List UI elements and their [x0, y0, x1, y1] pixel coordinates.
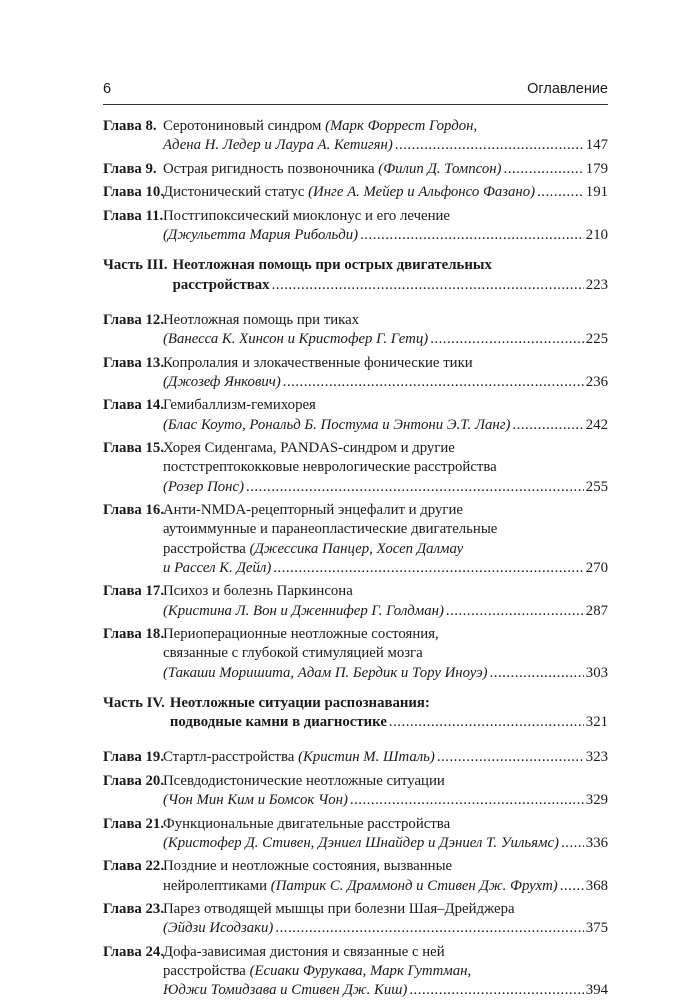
authors-text: (Патрик С. Драммонд и Стивен Дж. Фрухт) — [270, 877, 558, 894]
entry-text — [163, 602, 444, 621]
entry-text — [163, 919, 273, 938]
authors-text: (Чон Мин Ким и Бомсок Чон) — [163, 792, 348, 808]
entry-label: Глава 22. — [103, 858, 165, 875]
entry-line — [163, 311, 608, 330]
entry-label: Глава 14. — [103, 397, 165, 414]
toc-chapter-entry[interactable] — [103, 207, 608, 245]
page-ref: 191 — [585, 184, 608, 201]
entry-body — [170, 694, 608, 732]
entry-label: Часть III. — [103, 257, 168, 274]
dot-leader — [537, 183, 584, 202]
title-text: расстройства — [163, 963, 250, 980]
title-text: Парез отводящей мышцы при болезни Шая–Дрейджера — [163, 901, 515, 918]
authors-text: (Розер Понс) — [163, 478, 244, 495]
dot-leader — [446, 602, 584, 621]
entry-text — [163, 160, 502, 179]
title-text: Функциональные двигательные расстройства — [163, 815, 451, 832]
entry-text — [163, 373, 281, 392]
authors-text: (Есиаки Фурукава, Марк Гуттман, — [249, 963, 472, 980]
entry-line — [163, 207, 608, 226]
page-ref: 255 — [585, 478, 608, 495]
entry-line — [163, 520, 608, 539]
entry-line — [163, 815, 608, 834]
entry-last-line — [163, 226, 608, 245]
title-text: Серотониновый синдром — [163, 118, 326, 134]
title-text: Постгипоксический миоклонус и его лечение — [163, 207, 450, 224]
entry-body — [173, 256, 608, 294]
entry-text — [163, 136, 393, 155]
toc-chapter-entry[interactable] — [103, 117, 608, 155]
toc-chapter-entry[interactable] — [103, 772, 608, 810]
entry-label: Глава 11. — [103, 207, 164, 224]
title-text: Неотложная помощь при тиках — [163, 311, 360, 328]
authors-text: (Кристофер Д. Стивен, Дэниел Шнайдер и Дэниел Т. Уильямс) — [163, 834, 559, 851]
page-ref: 223 — [585, 276, 608, 293]
authors-text: (Эйдзи Исодзаки) — [163, 920, 274, 937]
entry-label: Глава 16. — [103, 502, 165, 519]
title-text: подводные камни в диагностике — [169, 714, 387, 730]
entry-body — [163, 748, 608, 767]
authors-text: (Марк Форрест Гордон, — [325, 118, 478, 134]
entry-last-line — [163, 416, 608, 435]
entry-label: Глава 19. — [103, 749, 165, 766]
dot-leader — [272, 276, 584, 295]
dot-leader — [560, 877, 584, 896]
entry-label: Часть IV. — [103, 694, 165, 711]
toc-chapter-entry[interactable] — [103, 396, 608, 434]
page-ref: 210 — [585, 227, 608, 244]
entry-line — [170, 694, 608, 713]
entry-label: Глава 9. — [103, 160, 157, 177]
title-text: Анти-NMDA-рецепторный энцефалит и другие — [163, 502, 463, 519]
entry-line — [163, 117, 608, 136]
entry-text — [163, 416, 510, 435]
entry-text — [163, 478, 244, 497]
entry-last-line — [163, 160, 608, 179]
entry-last-line — [163, 478, 608, 497]
entry-line — [163, 900, 608, 919]
dot-leader — [504, 160, 584, 179]
authors-text: Адена Н. Ледер и Лаура А. Кетигян) — [163, 137, 393, 154]
authors-text: (Джессика Панцер, Хосеп Далмау — [249, 540, 464, 557]
title-text: Дистонический статус — [163, 184, 309, 201]
entry-body — [163, 625, 608, 683]
page-ref: 323 — [585, 749, 608, 766]
page-ref: 329 — [585, 792, 608, 808]
page-ref: 179 — [585, 160, 608, 177]
dot-leader — [389, 713, 584, 732]
toc-chapter-entry[interactable] — [103, 857, 608, 895]
entry-line — [163, 962, 608, 981]
dot-leader — [275, 919, 583, 938]
toc-chapter-entry[interactable] — [103, 183, 608, 202]
title-text: Хорея Сиденгама, PANDAS-синдром и другие — [163, 440, 455, 457]
entry-line — [163, 582, 608, 601]
entry-last-line — [163, 183, 608, 202]
entry-line — [163, 857, 608, 876]
entry-last-line — [163, 559, 608, 578]
dot-leader — [350, 791, 584, 810]
entry-text — [163, 877, 558, 896]
toc-part-entry[interactable] — [103, 694, 608, 732]
entry-text — [163, 330, 428, 349]
toc-chapter-entry[interactable] — [103, 748, 608, 767]
entry-body — [163, 857, 608, 895]
entry-label: Глава 10. — [103, 184, 165, 201]
entry-last-line — [163, 330, 608, 349]
title-text: расстройствах — [172, 276, 270, 293]
dot-leader — [273, 559, 584, 578]
toc-chapter-entry[interactable] — [103, 943, 608, 1001]
table-of-contents — [103, 117, 608, 1005]
title-text: Гемибаллизм-гемихорея — [163, 397, 316, 414]
entry-body — [163, 117, 608, 155]
title-text: связанные с глубокой стимуляцией мозга — [163, 645, 423, 662]
entry-line — [163, 625, 608, 644]
section-title: Оглавление — [527, 81, 608, 97]
title-text: Дофа-зависимая дистония и связанные с ней — [163, 943, 445, 960]
entry-last-line — [163, 877, 608, 896]
page-ref: 336 — [585, 834, 608, 851]
title-text: Периоперационные неотложные состояния, — [163, 626, 439, 643]
entry-text — [170, 713, 387, 732]
page-ref: 242 — [585, 416, 608, 433]
title-text: Неотложные ситуации распознавания: — [169, 694, 430, 711]
entry-label: Глава 12. — [103, 311, 165, 328]
dot-leader — [430, 330, 584, 349]
authors-text: (Филип Д. Томпсон) — [378, 160, 502, 177]
entry-body — [163, 582, 608, 620]
entry-line — [163, 943, 608, 962]
dot-leader — [512, 416, 583, 435]
toc-chapter-entry[interactable] — [103, 354, 608, 392]
page-ref: 375 — [585, 920, 608, 937]
authors-text: (Кристина Л. Вон и Дженнифер Г. Голдман) — [163, 602, 444, 619]
entry-text — [163, 226, 358, 245]
entry-label: Глава 24. — [103, 943, 165, 960]
page-ref: 236 — [585, 373, 608, 390]
title-text: аутоиммунные и паранеопластические двигательные — [163, 521, 498, 538]
entry-body — [163, 943, 608, 1001]
entry-body — [163, 207, 608, 245]
entry-label: Глава 21. — [103, 815, 165, 832]
dot-leader — [246, 478, 584, 497]
toc-chapter-entry[interactable] — [103, 501, 608, 578]
toc-chapter-entry[interactable] — [103, 160, 608, 179]
entry-body — [163, 160, 608, 179]
entry-last-line — [163, 748, 608, 767]
dot-leader — [360, 226, 584, 245]
page-ref: 287 — [585, 602, 608, 619]
page-ref: 321 — [585, 714, 608, 730]
title-text: Острая ригидность позвоночника — [163, 160, 379, 177]
authors-text: (Блас Коуто, Рональд Б. Постума и Энтони Э.Т. Ланг) — [163, 416, 511, 433]
authors-text: и Рассел К. Дейл) — [163, 559, 272, 576]
authors-text: (Джульетта Мария Рибольди) — [163, 227, 359, 244]
entry-body — [163, 396, 608, 434]
title-text: нейролептиками — [163, 877, 271, 894]
page-ref: 270 — [585, 559, 608, 576]
entry-label: Глава 20. — [103, 772, 165, 789]
entry-text — [163, 748, 435, 767]
entry-body — [163, 772, 608, 810]
entry-body — [163, 501, 608, 578]
entry-line — [163, 772, 608, 791]
dot-leader — [409, 981, 583, 1000]
dot-leader — [561, 834, 584, 853]
authors-text: (Инге А. Мейер и Альфонсо Фазано) — [308, 184, 536, 201]
running-header — [103, 78, 608, 105]
entry-line — [163, 644, 608, 663]
entry-label: Глава 18. — [103, 626, 165, 643]
title-text: расстройства — [163, 540, 250, 557]
page-ref: 225 — [585, 331, 608, 347]
entry-text — [163, 981, 407, 1000]
title-text: Неотложная помощь при острых двигательных — [172, 257, 492, 274]
toc-chapter-entry[interactable] — [103, 625, 608, 683]
page-ref: 394 — [585, 982, 608, 999]
entry-text — [163, 791, 348, 810]
dot-leader — [395, 136, 584, 155]
entry-body — [163, 311, 608, 349]
entry-line — [173, 256, 608, 275]
entry-last-line — [163, 664, 608, 683]
entry-text — [163, 183, 535, 202]
entry-line — [163, 439, 608, 458]
entry-last-line — [163, 136, 608, 155]
toc-chapter-entry[interactable] — [103, 439, 608, 497]
entry-last-line — [170, 713, 608, 732]
authors-text: (Такаши Моришита, Адам П. Бердик и Тору Иноуэ) — [163, 664, 488, 681]
authors-text: (Кристин М. Шталь) — [298, 749, 435, 766]
entry-last-line — [163, 919, 608, 938]
toc-chapter-entry[interactable] — [103, 900, 608, 938]
entry-last-line — [163, 373, 608, 392]
entry-line — [163, 501, 608, 520]
entry-label: Глава 15. — [103, 440, 165, 457]
title-text: Психоз и болезнь Паркинсона — [163, 583, 353, 600]
toc-chapter-entry[interactable] — [103, 582, 608, 620]
entry-label: Глава 17. — [103, 583, 165, 600]
entry-last-line — [163, 981, 608, 1000]
entry-last-line — [163, 602, 608, 621]
entry-text — [163, 834, 559, 853]
dot-leader — [437, 748, 584, 767]
entry-body — [163, 183, 608, 202]
toc-chapter-entry[interactable] — [103, 311, 608, 349]
title-text: Стартл-расстройства — [163, 749, 299, 766]
toc-chapter-entry[interactable] — [103, 815, 608, 853]
entry-line — [163, 458, 608, 477]
entry-body — [163, 354, 608, 392]
title-text: Поздние и неотложные состояния, вызванные — [163, 858, 453, 875]
entry-last-line — [163, 834, 608, 853]
entry-label: Глава 8. — [103, 118, 157, 134]
authors-text: Юджи Томидзава и Стивен Дж. Киш) — [163, 982, 408, 999]
dot-leader — [283, 373, 584, 392]
entry-line — [163, 396, 608, 415]
entry-body — [163, 815, 608, 853]
entry-text — [163, 559, 271, 578]
page-ref: 368 — [585, 877, 608, 894]
entry-last-line — [163, 791, 608, 810]
entry-last-line — [173, 276, 608, 295]
entry-line — [163, 354, 608, 373]
title-text: Псевдодистонические неотложные ситуации — [163, 772, 445, 789]
entry-line — [163, 540, 608, 559]
entry-label: Глава 23. — [103, 901, 165, 918]
title-text: Копролалия и злокачественные фонические тики — [163, 354, 473, 371]
authors-text: (Ванесса К. Хинсон и Кристофер Г. Гетц) — [163, 331, 429, 347]
entry-text — [163, 664, 488, 683]
toc-part-entry[interactable] — [103, 256, 608, 294]
page-ref: 303 — [585, 664, 608, 681]
entry-body — [163, 900, 608, 938]
authors-text: (Джозеф Янкович) — [163, 373, 281, 390]
page-number: 6 — [103, 81, 112, 97]
dot-leader — [490, 664, 584, 683]
entry-label: Глава 13. — [103, 354, 165, 371]
page-ref: 147 — [585, 137, 608, 154]
title-text: постстрептококковые неврологические расстройства — [163, 459, 497, 476]
entry-text — [173, 276, 270, 295]
entry-body — [163, 439, 608, 497]
